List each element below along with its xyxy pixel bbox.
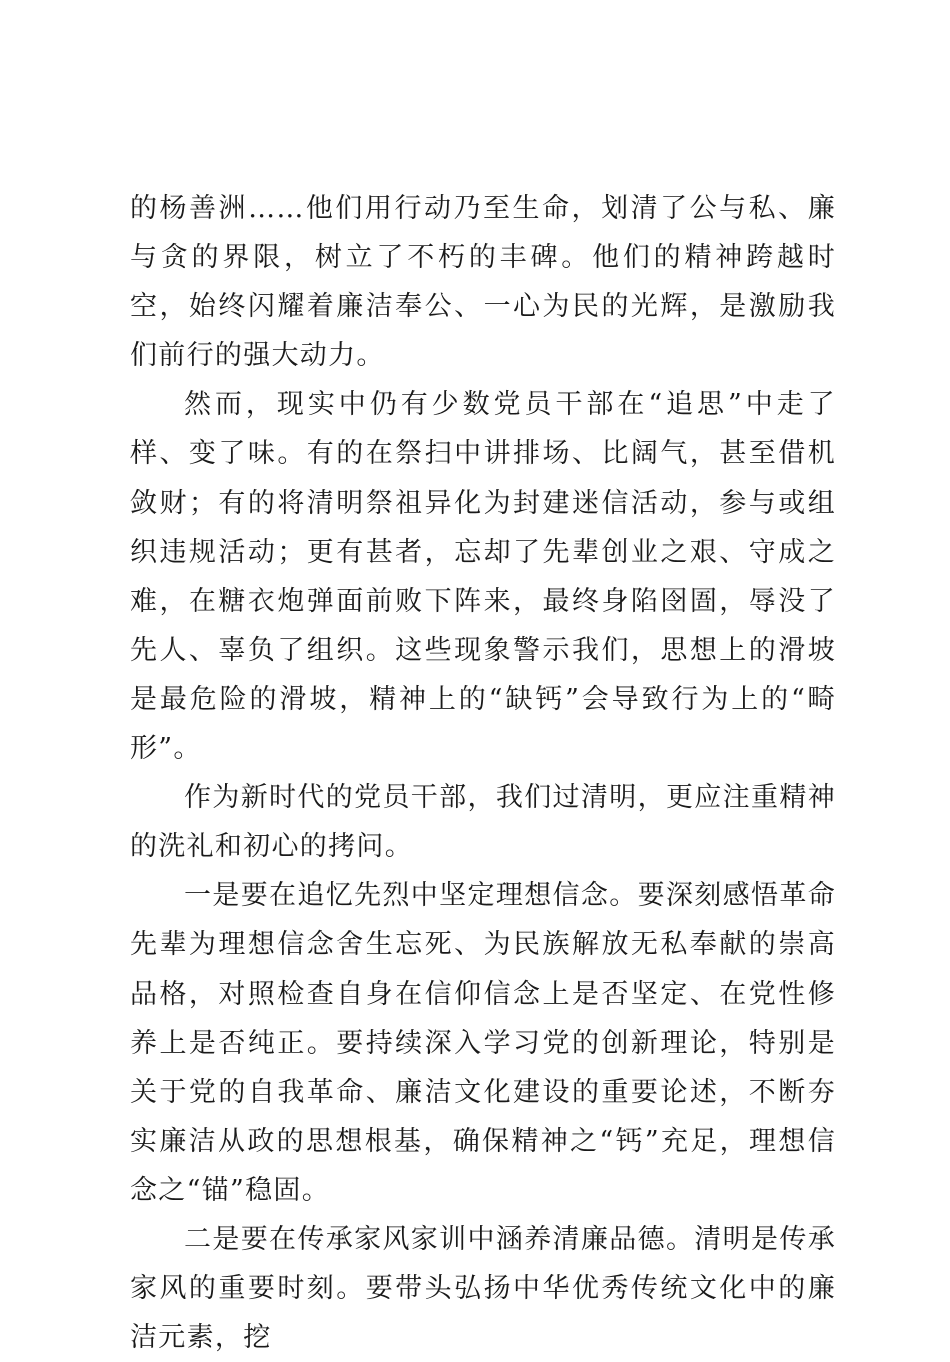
paragraph-5: 二是要在传承家风家训中涵养清廉品德。清明是传承家风的重要时刻。要带头弘扬中华优秀传统文化中的廉洁元素，挖 [130, 1223, 836, 1354]
paragraph-3: 作为新时代的党员干部，我们过清明，更应注重精神的洗礼和初心的拷问。 [130, 782, 836, 863]
paragraph-1: 的杨善洲……他们用行动乃至生命，划清了公与私、廉与贪的界限，树立了不朽的丰碑。他们的精神跨越时空，始终闪耀着廉洁奉公、一心为民的光辉，是激励我们前行的强大动力。 [130, 193, 836, 372]
document-body [130, 184, 836, 1362]
paragraph-2: 然而，现实中仍有少数党员干部在“追思”中走了样、变了味。有的在祭扫中讲排场、比阔气，甚至借机敛财；有的将清明祭祖异化为封建迷信活动，参与或组织违规活动；更有甚者，忘却了先辈创业之艰、守成之难，在糖衣炮弹面前败下阵来，最终身陷囹圄，辱没了先人、辜负了组织。这些现象警示我们，思想上的滑坡是最危险的滑坡，精神上的“缺钙”会导致行为上的“畸形”。 [130, 389, 836, 765]
paragraph-4: 一是要在追忆先烈中坚定理想信念。要深刻感悟革命先辈为理想信念舍生忘死、为民族解放无私奉献的崇高品格，对照检查自身在信仰信念上是否坚定、在党性修养上是否纯正。要持续深入学习党的创新理论，特别是关于党的自我革命、廉洁文化建设的重要论述，不断夯实廉洁从政的思想根基，确保精神之“钙”充足，理想信念之“锚”稳固。 [130, 880, 836, 1206]
